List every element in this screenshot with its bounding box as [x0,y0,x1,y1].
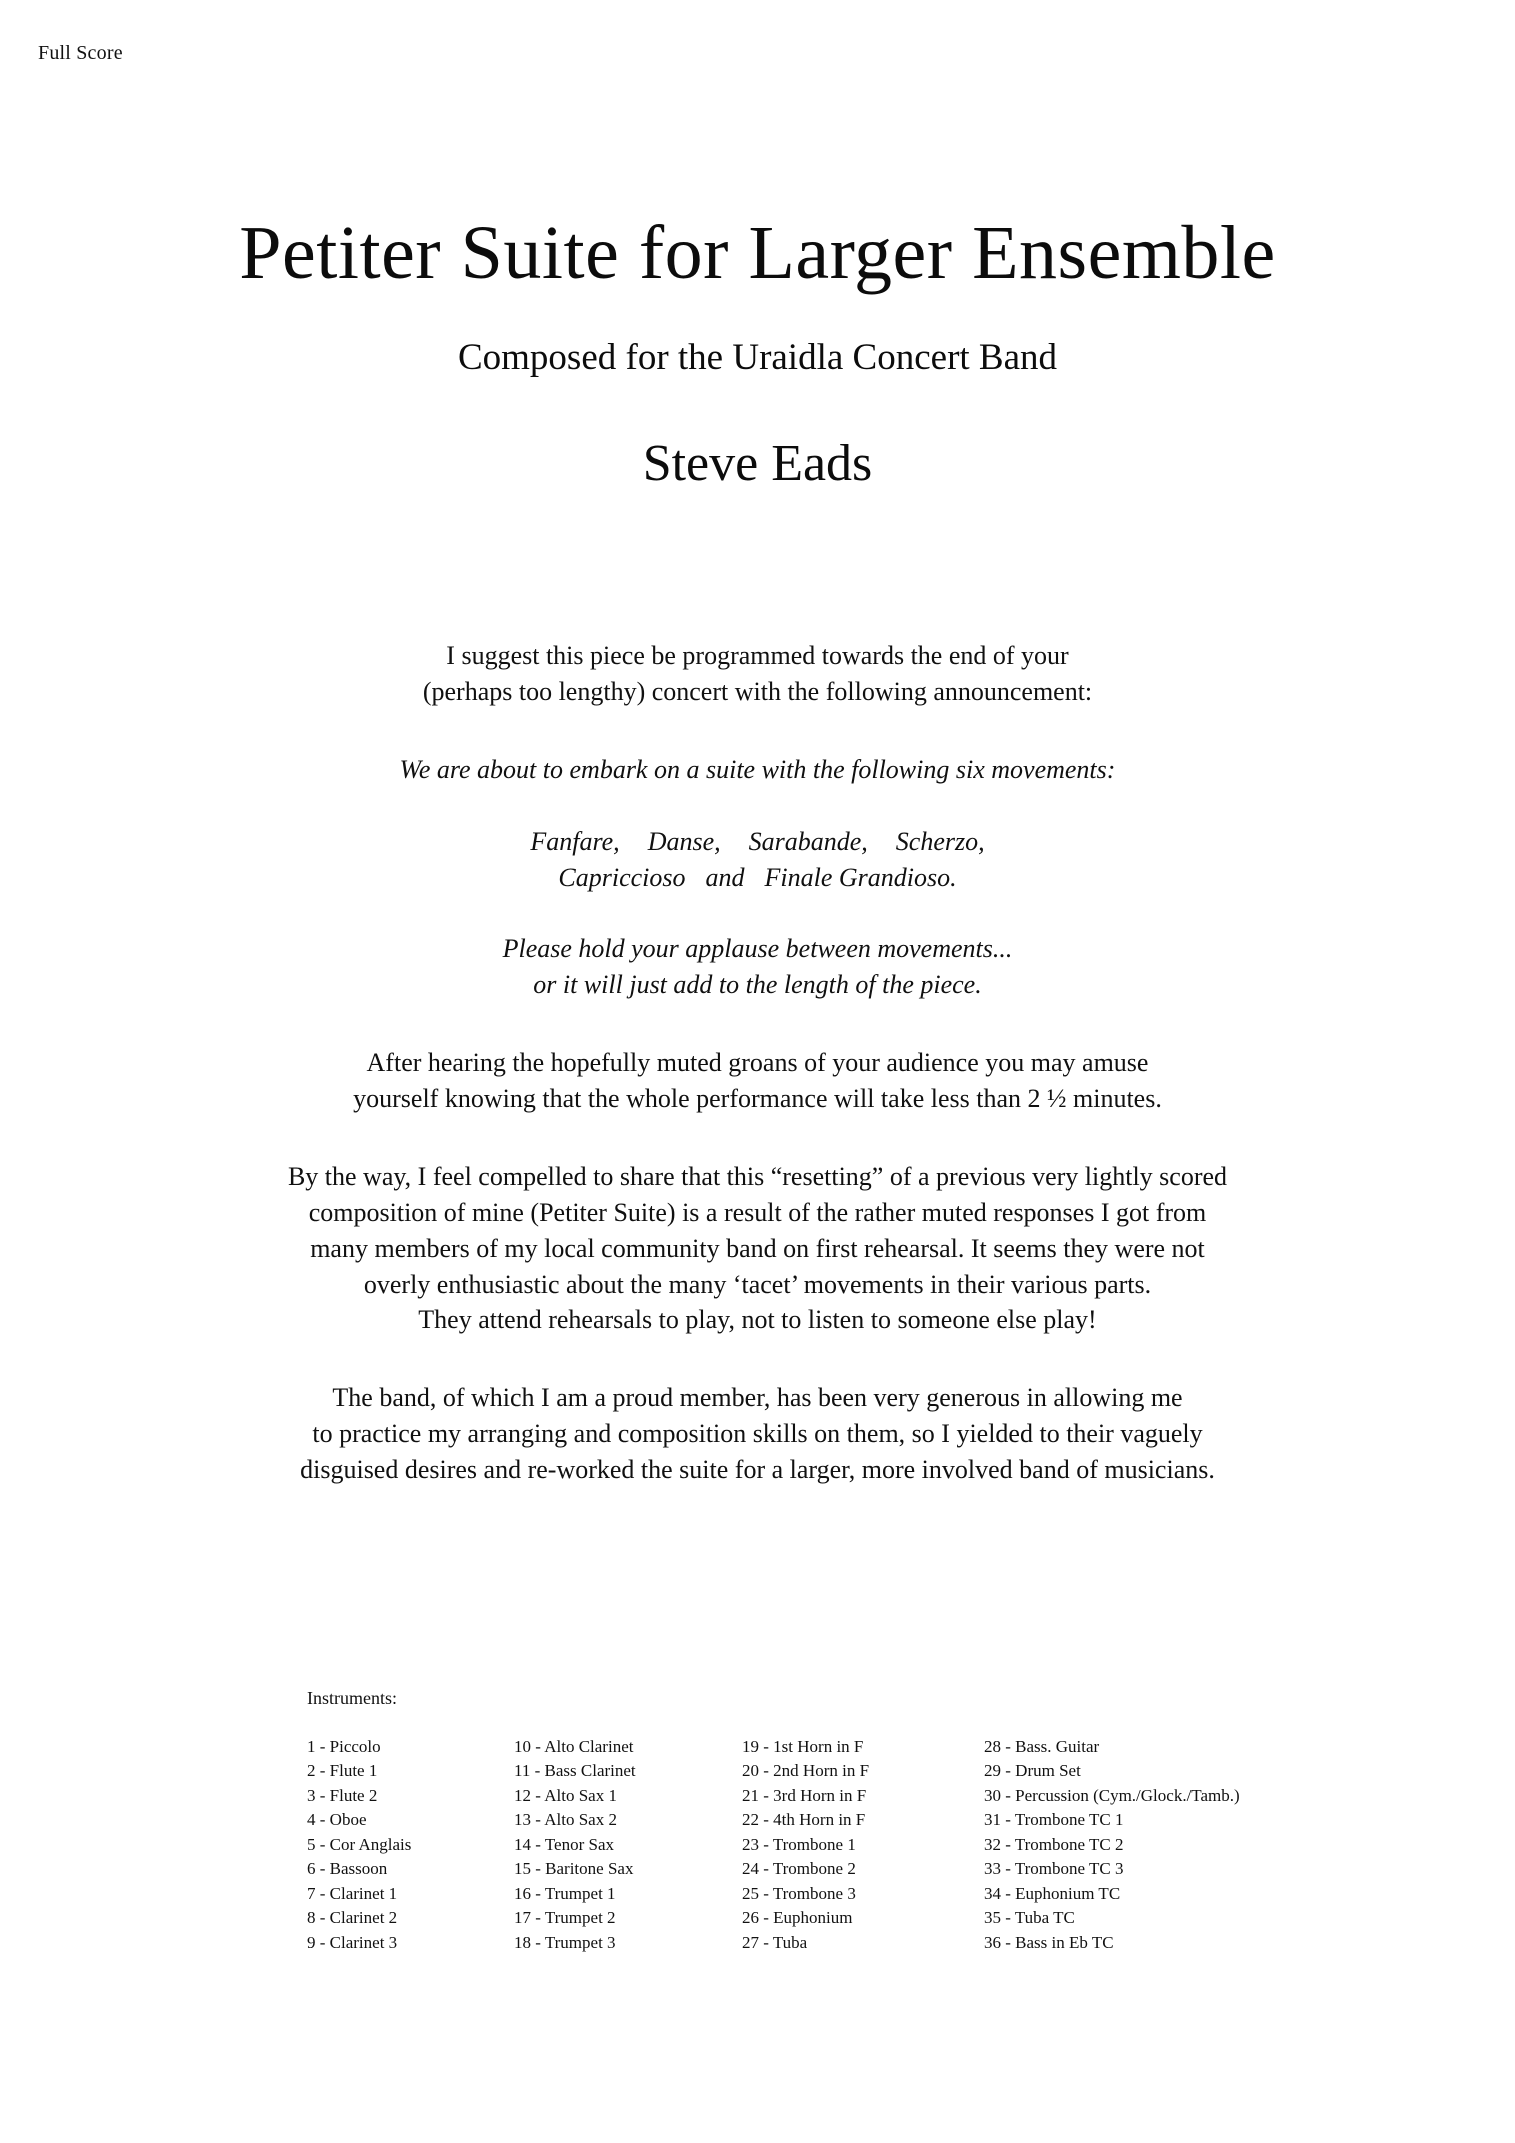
instrument-item: 20 - 2nd Horn in F [742,1761,870,1781]
resetting-line-3: many members of my local community band on first rehearsal. It seems they were not [310,1233,1205,1263]
instrument-item: 33 - Trombone TC 3 [984,1859,1124,1879]
instrument-item: 14 - Tenor Sax [514,1834,615,1854]
instrument-item: 6 - Bassoon [307,1859,388,1879]
instrument-item: 31 - Trombone TC 1 [984,1810,1124,1830]
resetting-line-4: overly enthusiastic about the many ‘tacet’ movements in their various parts. [363,1269,1152,1299]
instrument-item: 25 - Trombone 3 [742,1883,856,1903]
instrument-item: 35 - Tuba TC [984,1908,1075,1928]
instrument-item: 2 - Flute 1 [307,1761,378,1781]
movements-line-2 [0,860,1515,896]
instrument-item: 27 - Tuba [742,1932,808,1952]
instrument-item: 28 - Bass. Guitar [984,1737,1100,1756]
movement-item: and [705,862,745,892]
spacer [0,895,1515,931]
instrument-item: 8 - Clarinet 2 [307,1908,398,1928]
instrument-item: 11 - Bass Clarinet [514,1761,636,1781]
instruments-column-1 [307,1735,514,1955]
announcement-line: We are about to embark on a suite with the following six movements: [399,754,1116,784]
instrument-item: 24 - Trombone 2 [742,1859,856,1879]
instruments-column-4 [984,1735,1264,1955]
resetting-line-1: By the way, I feel compelled to share that this “resetting” of a previous very lightly scored [287,1161,1228,1191]
spacer [0,1117,1515,1159]
movements-list [0,824,1515,896]
movement-item: Danse, [647,826,721,856]
band-line-2: to practice my arranging and composition skills on them, so I yielded to their vaguely [312,1419,1203,1449]
spacer [0,1338,1515,1380]
resetting-line-2: composition of mine (Petiter Suite) is a result of the rather muted responses I got from [308,1197,1207,1227]
groans-paragraph [258,1045,1258,1117]
spacer [0,788,1515,824]
applause-line-1: Please hold your applause between movements... [502,934,1013,964]
full-score-label: Full Score [38,42,123,64]
instrument-item: 22 - 4th Horn in F [742,1810,866,1830]
instrument-item: 5 - Cor Anglais [307,1834,412,1854]
applause-line-2: or it will just add to the length of the piece. [533,970,982,1000]
instrument-item: 26 - Euphonium [742,1908,853,1928]
page-subtitle: Composed for the Uraidla Concert Band [457,337,1058,378]
instrument-item: 1 - Piccolo [307,1737,381,1756]
band-paragraph [168,1380,1348,1488]
instruments-column-3 [742,1735,984,1955]
band-line-1: The band, of which I am a proud member, has been very generous in allowing me [332,1383,1183,1413]
intro-line-1: I suggest this piece be programmed towards the end of your [446,641,1069,670]
movement-item: Finale Grandioso. [764,862,957,892]
composer-name: Steve Eads [642,435,873,492]
instrument-item: 16 - Trumpet 1 [514,1883,616,1903]
instrument-item: 13 - Alto Sax 2 [514,1810,617,1830]
movement-item: Sarabande, [748,826,868,856]
instrument-item: 15 - Baritone Sax [514,1859,634,1879]
page-title: Petiter Suite for Larger Ensemble [239,211,1276,295]
instrument-item: 36 - Bass in Eb TC [984,1932,1114,1952]
instrument-item: 17 - Trumpet 2 [514,1908,616,1928]
instruments-column-2 [514,1735,742,1955]
instrument-item: 7 - Clarinet 1 [307,1883,398,1903]
movement-item: Fanfare, [530,826,620,856]
announcement-paragraph [258,752,1258,788]
spacer [0,1003,1515,1045]
instrument-item: 29 - Drum Set [984,1761,1081,1781]
instruments-section [307,1688,1307,1955]
title-block [0,211,1515,492]
program-notes [0,638,1515,1488]
instrument-item: 4 - Oboe [307,1810,367,1830]
band-line-3: disguised desires and re-worked the suite for a larger, more involved band of musicians. [300,1455,1215,1484]
instruments-columns [307,1735,1307,1955]
instrument-item: 18 - Trumpet 3 [514,1932,616,1952]
movement-item: Scherzo, [895,826,985,856]
spacer [0,710,1515,752]
instrument-item: 32 - Trombone TC 2 [984,1834,1124,1854]
instrument-item: 10 - Alto Clarinet [514,1737,634,1756]
groans-line-2: yourself knowing that the whole performance will take less than 2 ½ minutes. [353,1084,1162,1113]
instrument-item: 19 - 1st Horn in F [742,1737,864,1756]
instrument-item: 21 - 3rd Horn in F [742,1785,867,1805]
instrument-item: 23 - Trombone 1 [742,1834,856,1854]
instrument-item: 12 - Alto Sax 1 [514,1785,617,1805]
applause-paragraph [258,931,1258,1003]
intro-paragraph [258,638,1258,710]
movement-item: Capriccioso [558,862,686,892]
resetting-paragraph [168,1159,1348,1338]
instrument-item: 34 - Euphonium TC [984,1883,1121,1903]
intro-line-2: (perhaps too lengthy) concert with the following announcement: [422,676,1093,706]
instrument-item: 30 - Percussion (Cym./Glock./Tamb.) [984,1785,1240,1805]
resetting-line-5: They attend rehearsals to play, not to listen to someone else play! [418,1305,1097,1335]
instrument-item: 9 - Clarinet 3 [307,1932,398,1952]
movements-line-1 [0,824,1515,860]
instrument-item: 3 - Flute 2 [307,1785,378,1805]
instruments-heading: Instruments: [307,1688,397,1708]
groans-line-1: After hearing the hopefully muted groans of your audience you may amuse [366,1048,1149,1078]
